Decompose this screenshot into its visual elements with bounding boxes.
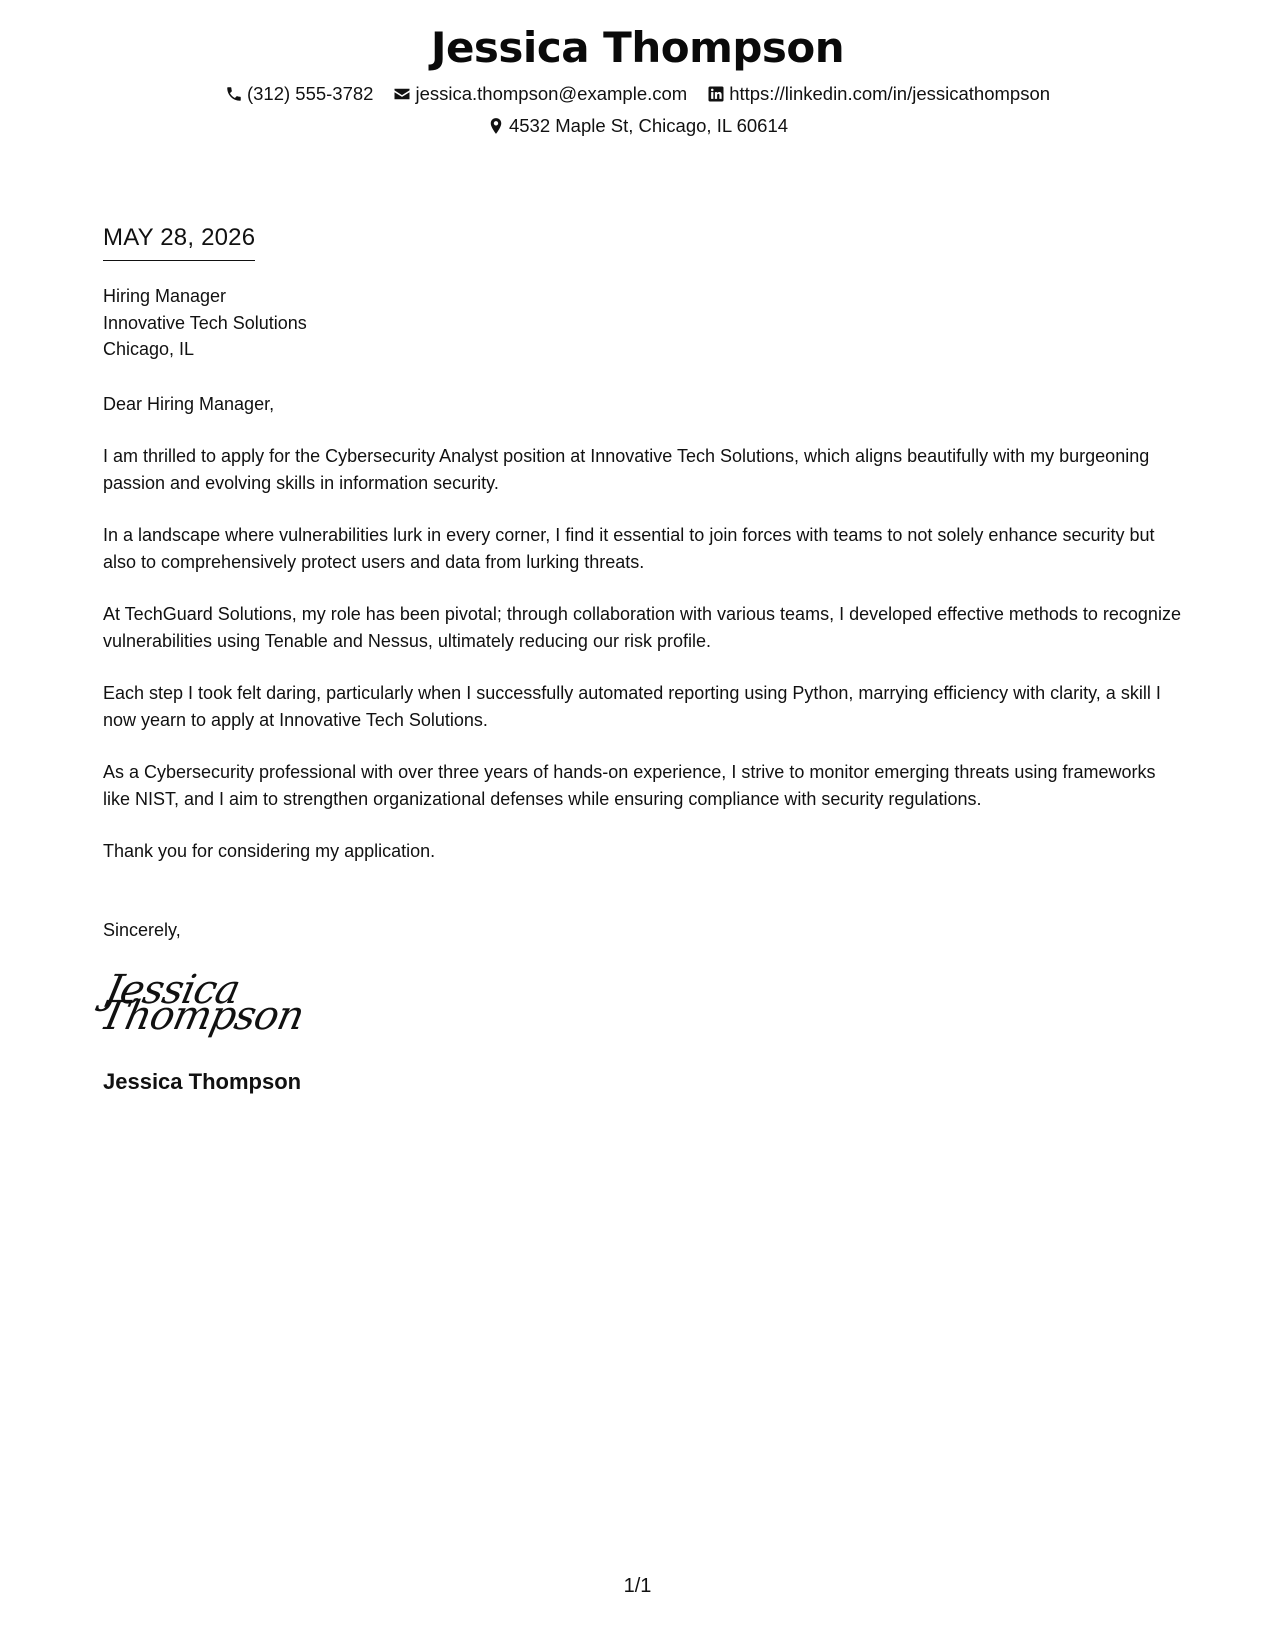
body-paragraph: I am thrilled to apply for the Cybersecurity Analyst position at Innovative Tech Solutions, which aligns beautifully with my burgeoning passion and evolving skills in information security.: [103, 446, 1150, 493]
letter-header: [0, 18, 1275, 140]
page-indicator: 1/1: [623, 1575, 652, 1597]
address-text: 4532 Maple St, Chicago, IL 60614: [508, 115, 789, 136]
email-text: jessica.thompson@example.com: [415, 83, 688, 104]
letter-date: MAY 28, 2026: [103, 220, 255, 261]
contact-address: [487, 112, 788, 140]
contact-phone: [225, 80, 374, 108]
phone-icon: [225, 85, 243, 103]
body-paragraph: As a Cybersecurity professional with over three years of hands-on experience, I strive to monitor emerging threats using frameworks like NIST, and I aim to strengthen organizational defenses while ensuring compliance with security regulations.: [103, 762, 1156, 809]
closing: Sincerely,: [103, 919, 181, 940]
contact-row-secondary: [0, 112, 1275, 140]
contact-email: [393, 80, 687, 108]
recipient-location: Chicago, IL: [103, 339, 195, 359]
contact-row-primary: [0, 80, 1275, 108]
body-paragraph: At TechGuard Solutions, my role has been pivotal; through collaboration with various teams, I developed effective methods to recognize vulnerabilities using Tenable and Nessus, ultimately reducing our risk profile.: [103, 604, 1181, 651]
body-paragraph: In a landscape where vulnerabilities lurk in every corner, I find it essential to join forces with teams to not solely enhance security but also to comprehensively protect users and data from lurking threats.: [103, 525, 1155, 572]
applicant-name: Jessica Thompson: [430, 23, 845, 72]
recipient-block: [103, 283, 1183, 363]
contact-linkedin: [707, 80, 1050, 108]
linkedin-text: https://linkedin.com/in/jessicathompson: [729, 83, 1051, 104]
recipient-title: Hiring Manager: [103, 286, 227, 306]
salutation: Dear Hiring Manager,: [103, 393, 275, 414]
letter-body: [95, 220, 1183, 1097]
body-paragraph: Each step I took felt daring, particularly when I successfully automated reporting using Python, marrying efficiency with clarity, a skill I now yearn to apply at Innovative Tech Solutions.: [103, 683, 1161, 730]
linkedin-icon: [707, 85, 725, 103]
signer-name: Jessica Thompson: [103, 1069, 302, 1094]
recipient-company: Innovative Tech Solutions: [103, 312, 307, 333]
thank-you-paragraph: Thank you for considering my application.: [103, 841, 436, 861]
phone-text: (312) 555-3782: [246, 83, 374, 104]
map-pin-icon: [487, 117, 505, 135]
handwritten-signature: Jessica Thompson: [95, 966, 308, 1039]
envelope-icon: [393, 85, 411, 103]
